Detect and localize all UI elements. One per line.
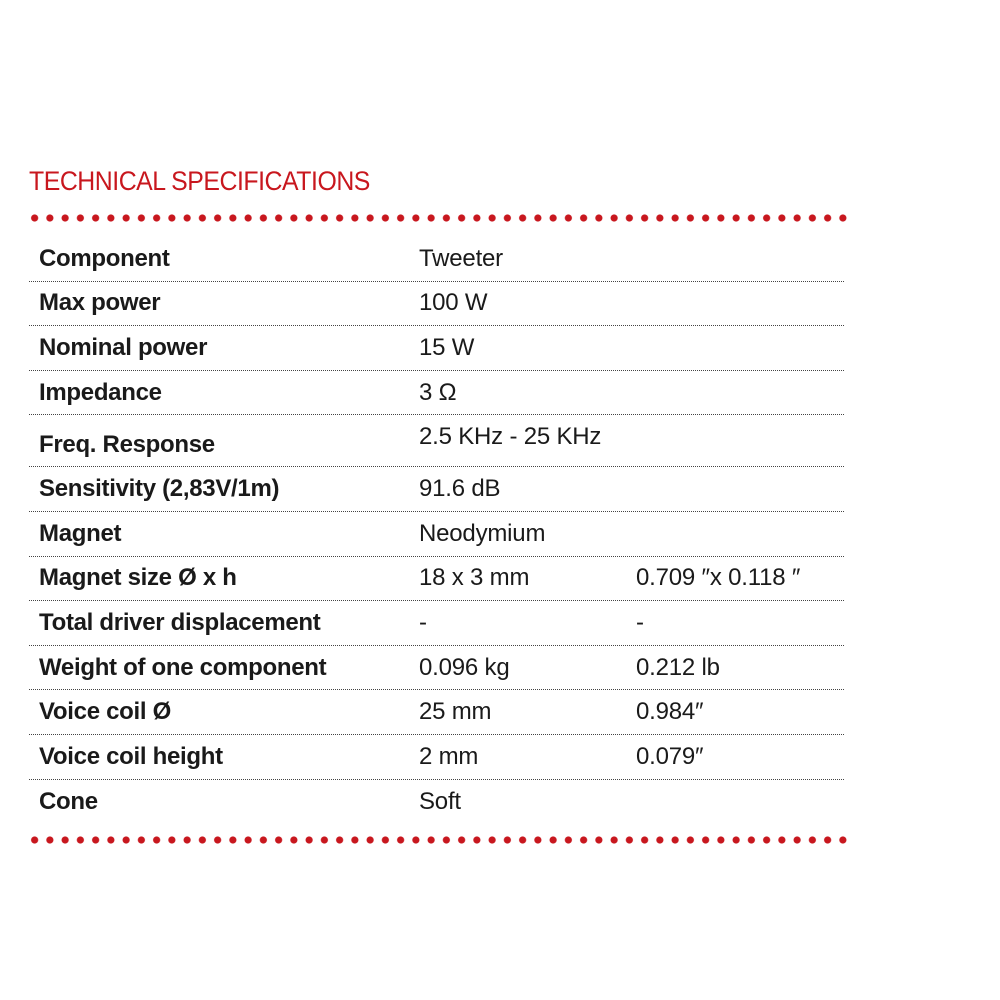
spec-row [29,601,844,646]
spec-value-metric: 25 mm [419,698,492,726]
spec-row [29,415,844,467]
spec-value-metric: Soft [419,787,461,815]
spec-label: Magnet [39,519,122,547]
spec-label: Cone [39,787,98,815]
spec-value-imperial: 0.079″ [636,742,704,770]
spec-label: Component [39,244,170,272]
spec-label: Voice coil Ø [39,698,171,726]
spec-row [29,646,844,691]
spec-value-imperial: 0.709 ″x 0.118 ″ [636,564,801,592]
spec-value-imperial: 0.984″ [636,698,704,726]
spec-value-metric: 2 mm [419,742,479,770]
spec-value-metric: Neodymium [419,519,546,547]
spec-value-imperial: 0.212 lb [636,653,720,681]
spec-value-metric: Tweeter [419,244,503,272]
spec-label: Freq. Response [39,430,215,458]
spec-label: Max power [39,289,161,317]
spec-label: Impedance [39,378,162,406]
spec-row [29,467,844,512]
spec-value-metric: 100 W [419,289,488,317]
top-dotted-divider [27,213,847,223]
spec-row [29,780,844,825]
spec-row [29,326,844,371]
spec-value-imperial: - [636,608,644,636]
spec-label: Total driver displacement [39,608,321,636]
spec-label: Voice coil height [39,742,223,770]
spec-value-metric: 18 x 3 mm [419,564,530,592]
spec-row [29,557,844,602]
spec-value-metric: - [419,608,427,636]
section-title: TECHNICAL SPECIFICATIONS [29,166,370,196]
bottom-dotted-divider [27,835,847,845]
spec-row [29,237,844,282]
spec-value-metric: 2.5 KHz - 25 KHz [419,422,602,450]
spec-value-metric: 15 W [419,333,475,361]
spec-row [29,512,844,557]
spec-label: Nominal power [39,333,208,361]
spec-table [29,237,844,824]
spec-row [29,735,844,780]
spec-value-metric: 91.6 dB [419,475,501,503]
spec-row [29,282,844,327]
spec-value-metric: 0.096 kg [419,653,510,681]
spec-label: Magnet size Ø x h [39,564,237,592]
spec-row [29,690,844,735]
spec-label: Sensitivity (2,83V/1m) [39,475,280,503]
spec-value-metric: 3 Ω [419,378,457,406]
spec-row [29,371,844,416]
spec-label: Weight of one component [39,653,327,681]
